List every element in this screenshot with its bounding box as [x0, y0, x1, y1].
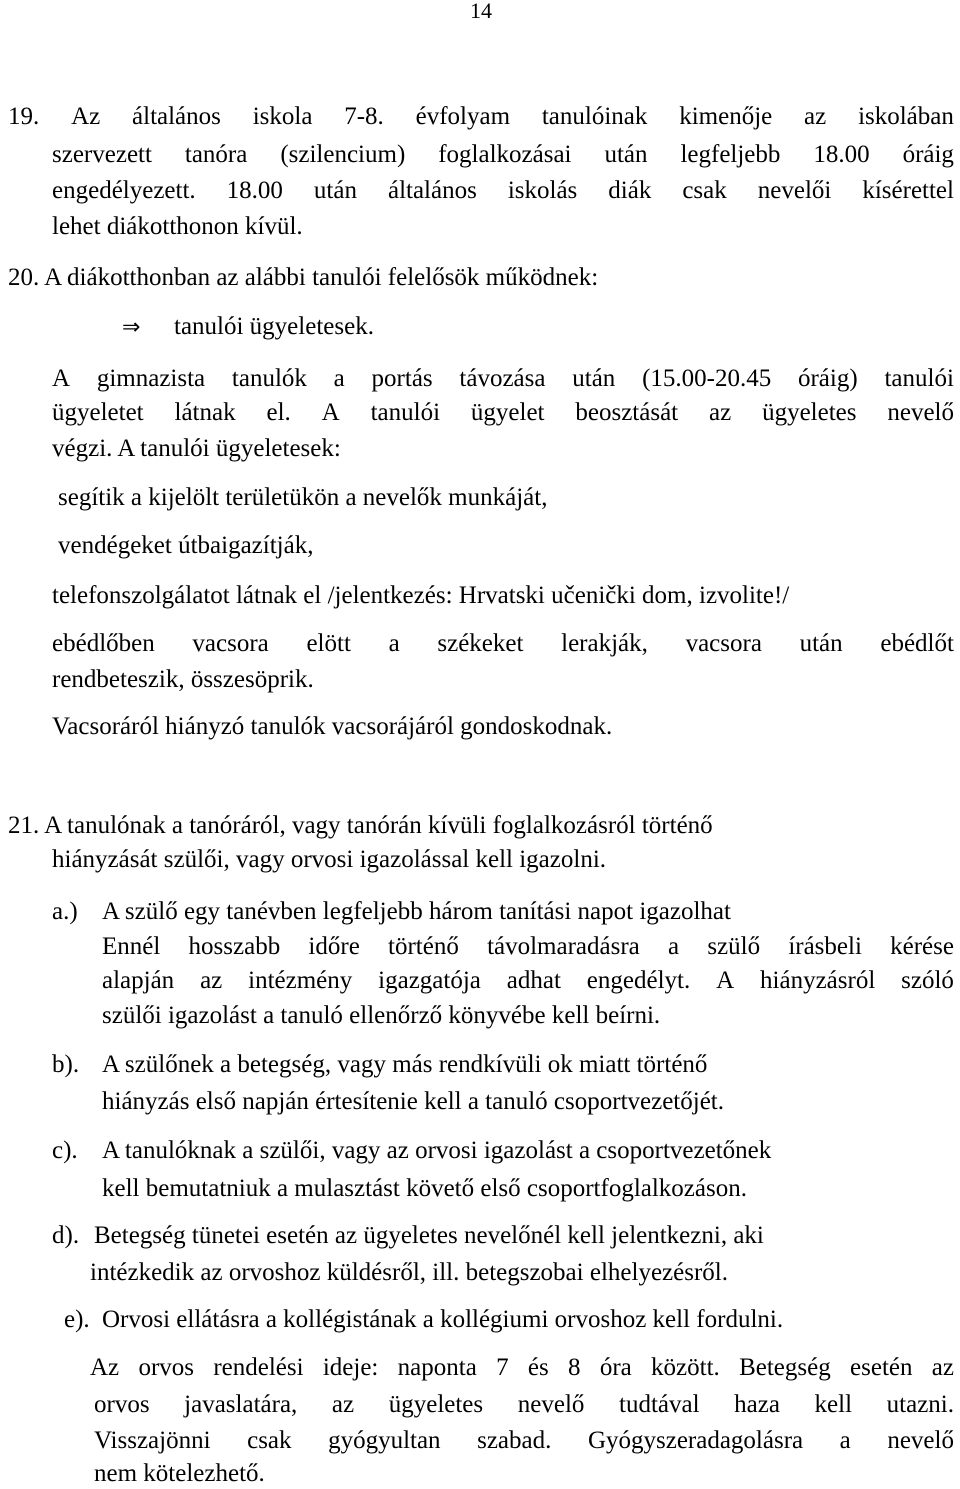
- right-double-arrow-icon: ⇒: [122, 315, 141, 340]
- word: után: [572, 365, 616, 392]
- item-d-line-1: Betegség tünetei esetén az ügyeletes nevelőnél kell jelentkezni, aki: [94, 1222, 764, 1249]
- paragraph-20-heading: 20. A diákotthonban az alábbi tanulói felelősök működnek:: [8, 264, 599, 291]
- word: legfeljebb: [680, 141, 781, 168]
- paragraph-20-line-2: [52, 364, 954, 394]
- word: szóló: [901, 967, 954, 994]
- word: az: [804, 103, 827, 130]
- word: iskola: [252, 103, 313, 130]
- word: alapján: [102, 967, 175, 994]
- word: tanóra: [184, 141, 248, 168]
- word: lerakják,: [561, 630, 648, 657]
- word: ebédlőben: [52, 630, 155, 657]
- word: kísérettel: [862, 177, 954, 204]
- word: (szilencium): [280, 141, 406, 168]
- word: iskolás: [507, 177, 578, 204]
- word: tanulóinak: [541, 103, 648, 130]
- word: óra: [599, 1354, 632, 1381]
- item-c-line-2: kell bemutatniuk a mulasztást követő első csoportfoglalkozáson.: [102, 1175, 747, 1202]
- word: A: [52, 365, 71, 392]
- item-c-line-1: A tanulóknak a szülői, vagy az orvosi igazolást a csoportvezetőnek: [102, 1137, 772, 1164]
- item-b-line-1: A szülőnek a betegség, vagy más rendkívüli ok miatt történő: [102, 1051, 708, 1078]
- word: (15.00-20.45: [642, 365, 772, 392]
- word: Visszajönni: [94, 1427, 211, 1454]
- item-a-label: a.): [52, 898, 78, 925]
- word: utazni.: [886, 1391, 954, 1418]
- item-e-line-5: nem kötelezhető.: [94, 1460, 265, 1487]
- item-e-line-3: [94, 1390, 954, 1420]
- item-a-line-4: szülői igazolást a tanuló ellenőrző könyvébe kell beírni.: [102, 1002, 661, 1029]
- word: orvos: [94, 1391, 150, 1418]
- word: után: [313, 177, 357, 204]
- duty-list-heading: tanulói ügyeletesek.: [174, 313, 374, 340]
- word: orvos: [138, 1354, 195, 1381]
- word: időre: [308, 933, 360, 960]
- word: tanulói: [884, 365, 954, 392]
- word: nevelő: [517, 1391, 585, 1418]
- word: a: [388, 630, 400, 657]
- word: rendelési: [213, 1354, 304, 1381]
- word: a: [667, 933, 680, 960]
- word: Gyógyszeradagolásra: [587, 1427, 804, 1454]
- item-e-line-1: Orvosi ellátásra a kollégistának a kollégiumi orvoshoz kell fordulni.: [102, 1306, 784, 1333]
- duty-item-5: Vacsoráról hiányzó tanulók vacsorájáról gondoskodnak.: [52, 713, 613, 740]
- word: A: [716, 967, 735, 994]
- word: tanulói: [370, 399, 441, 426]
- word: távolmaradásra: [487, 933, 640, 960]
- paragraph-20-line-3: [52, 398, 954, 428]
- word: esetén: [850, 1354, 913, 1381]
- word: általános: [387, 177, 477, 204]
- word: ügyeletet: [52, 399, 144, 426]
- word: az: [200, 967, 223, 994]
- word: csak: [247, 1427, 292, 1454]
- word: ideje:: [322, 1354, 379, 1381]
- duty-item-1: segítik a kijelölt területükön a nevelők munkáját,: [58, 484, 548, 511]
- item-e-label: e).: [64, 1306, 90, 1333]
- word: a: [839, 1427, 851, 1454]
- word: székeket: [437, 630, 524, 657]
- paragraph-19-line-3: [52, 176, 954, 206]
- item-a-line-1: A szülő egy tanévben legfeljebb három tanítási napot igazolhat: [102, 898, 731, 925]
- word: évfolyam: [415, 103, 511, 130]
- word: tudtával: [619, 1391, 700, 1418]
- word: nevelő: [887, 399, 954, 426]
- word: haza: [734, 1391, 780, 1418]
- word: után: [604, 141, 648, 168]
- item-a-line-3: [102, 966, 954, 996]
- word: után: [799, 630, 843, 657]
- item-b-line-2: hiányzás első napján értesítenie kell a tanuló csoportvezetőjét.: [102, 1088, 724, 1115]
- word: szervezett: [52, 141, 152, 168]
- word: kell: [814, 1391, 853, 1418]
- word: ügyeletes: [388, 1391, 484, 1418]
- word: a: [333, 365, 345, 392]
- word: szülő: [707, 933, 761, 960]
- item-b-label: b).: [52, 1051, 80, 1078]
- duty-item-4-line-2: rendbeteszik, összesöprik.: [52, 666, 314, 693]
- word: 19.: [8, 103, 40, 130]
- word: foglalkozásai: [438, 141, 572, 168]
- item-c-label: c).: [52, 1137, 78, 1164]
- word: 18.00: [813, 141, 870, 168]
- paragraph-21-line-2: hiányzását szülői, vagy orvosi igazolással kell igazolni.: [52, 846, 607, 873]
- word: elött: [306, 630, 351, 657]
- item-e-line-2: [90, 1353, 954, 1383]
- word: nevelői: [757, 177, 832, 204]
- word: óráig): [797, 365, 858, 392]
- paragraph-21-line-1: 21. A tanulónak a tanóráról, vagy tanórán kívüli foglalkozásról történő: [8, 812, 713, 839]
- word: történő: [388, 933, 459, 960]
- word: 7: [496, 1354, 509, 1381]
- word: engedélyezett.: [52, 177, 196, 204]
- item-d-label: d).: [52, 1222, 80, 1249]
- word: hosszabb: [188, 933, 281, 960]
- word: ebédlőt: [880, 630, 954, 657]
- word: hiányzásról: [760, 967, 876, 994]
- word: Ennél: [102, 933, 161, 960]
- word: portás: [371, 365, 433, 392]
- item-d-line-2: intézkedik az orvoshoz küldésről, ill. betegszobai elhelyezésről.: [90, 1259, 728, 1286]
- word: között.: [651, 1354, 720, 1381]
- word: engedélyt.: [586, 967, 691, 994]
- word: látnak: [174, 399, 236, 426]
- word: Az: [90, 1354, 120, 1381]
- word: írásbeli: [788, 933, 862, 960]
- word: vacsora: [192, 630, 269, 657]
- paragraph-20-line-4: végzi. A tanulói ügyeletesek:: [52, 435, 341, 462]
- word: általános: [132, 103, 221, 130]
- paragraph-19-line-1: [8, 102, 954, 132]
- word: csak: [682, 177, 727, 204]
- word: óráig: [902, 141, 954, 168]
- word: és: [527, 1354, 549, 1381]
- word: 7-8.: [344, 103, 384, 130]
- word: ügyeletes: [762, 399, 857, 426]
- item-a-line-2: [102, 932, 954, 962]
- word: naponta: [397, 1354, 477, 1381]
- paragraph-19-line-2: [52, 140, 954, 170]
- word: tanulók: [231, 365, 307, 392]
- word: igazgatója: [378, 967, 481, 994]
- word: az: [331, 1391, 355, 1418]
- word: beosztását: [575, 399, 679, 426]
- paragraph-19-line-4: lehet diákotthonon kívül.: [52, 213, 303, 240]
- word: Betegség: [739, 1354, 831, 1381]
- word: A: [321, 399, 340, 426]
- page-number: 14: [470, 0, 492, 23]
- duty-item-3: telefonszolgálatot látnak el /jelentkezés: Hrvatski učenički dom, izvolite!/: [52, 582, 790, 609]
- word: 18.00: [226, 177, 283, 204]
- word: iskolában: [858, 103, 954, 130]
- word: intézmény: [248, 967, 353, 994]
- word: gimnazista: [96, 365, 206, 392]
- word: szabad.: [477, 1427, 552, 1454]
- word: 8: [568, 1354, 581, 1381]
- word: az: [931, 1354, 954, 1381]
- word: gyógyultan: [328, 1427, 441, 1454]
- word: vacsora: [685, 630, 762, 657]
- word: az: [708, 399, 732, 426]
- word: adhat: [506, 967, 561, 994]
- duty-item-4-line-1: [52, 629, 954, 659]
- word: távozása: [459, 365, 546, 392]
- word: kérése: [890, 933, 954, 960]
- word: nevelő: [887, 1427, 954, 1454]
- word: el.: [266, 399, 291, 426]
- word: ügyelet: [470, 399, 545, 426]
- word: Az: [71, 103, 101, 130]
- word: javaslatára,: [184, 1391, 298, 1418]
- word: diák: [608, 177, 652, 204]
- item-e-line-4: [94, 1426, 954, 1456]
- duty-item-2: vendégeket útbaigazítják,: [58, 532, 314, 559]
- word: kimenője: [679, 103, 773, 130]
